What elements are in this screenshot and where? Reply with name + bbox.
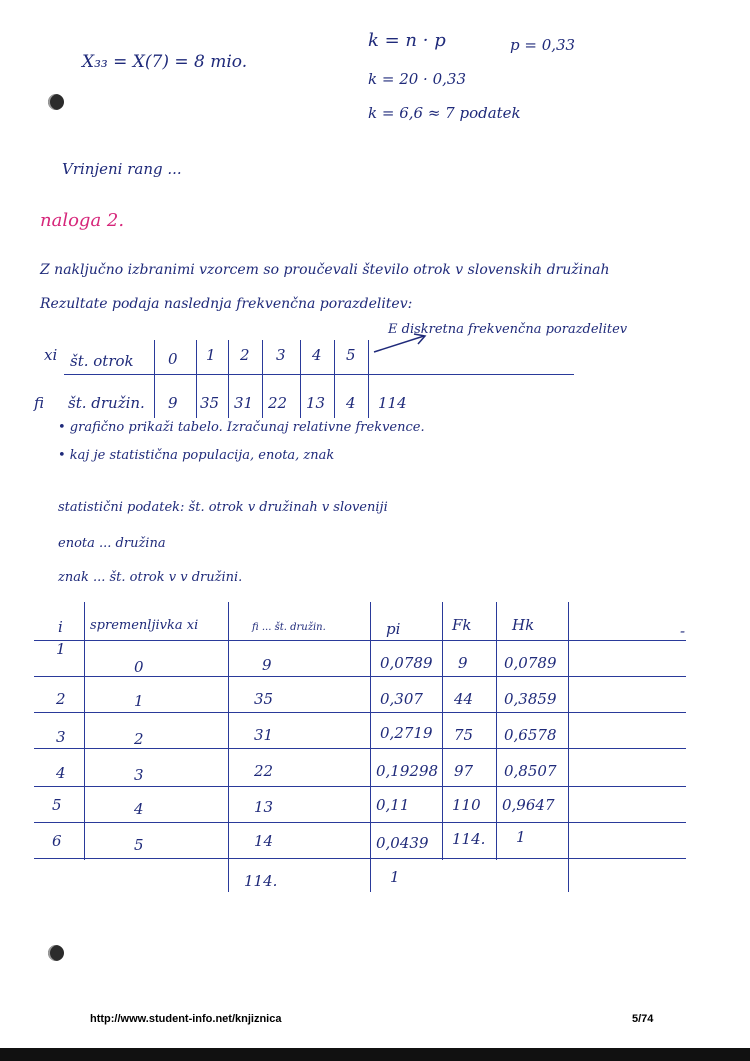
punch-hole-top xyxy=(48,94,64,110)
task-line-1: Z naključno izbranimi vzorcem so proučevali število otrok v slovenskih družinah xyxy=(40,262,610,278)
cell-x: 1 xyxy=(134,692,144,710)
f-value: 35 xyxy=(200,394,220,412)
cell-hk: 0,6578 xyxy=(504,726,557,744)
row-header-families: št. družin. xyxy=(68,394,145,412)
cell-hk: 0,3859 xyxy=(504,690,557,708)
header-fi: fi ... št. družin. xyxy=(252,622,326,633)
f-value: 22 xyxy=(268,394,288,412)
x-value: 5 xyxy=(346,346,356,364)
task-line-2: Rezultate podaja naslednja frekvenčna porazdelitev: xyxy=(40,296,413,312)
cell-p: 0,2719 xyxy=(380,724,433,742)
cell-p: 0,11 xyxy=(376,796,410,814)
table-row: 5 xyxy=(52,796,62,814)
cell-hk: 1 xyxy=(516,828,526,846)
f-total: 114 xyxy=(378,394,407,412)
header-fk: Fk xyxy=(452,616,472,634)
arrow-icon xyxy=(372,330,432,356)
answer-line-2: enota ... družina xyxy=(58,536,166,551)
header-hk: Hk xyxy=(512,616,535,634)
x-value: 1 xyxy=(206,346,216,364)
page-number: 5/74 xyxy=(632,1013,654,1025)
cell-p: 0,19298 xyxy=(376,762,439,780)
cell-p: 0,307 xyxy=(380,690,423,708)
cell-x: 4 xyxy=(134,800,144,818)
cell-fk: 110 xyxy=(452,796,481,814)
arrow-note: E diskretna frekvenčna porazdelitev xyxy=(388,322,628,337)
cell-fk: 44 xyxy=(454,690,474,708)
formula-k2: k = 20 · 0,33 xyxy=(368,70,466,88)
table-row: 3 xyxy=(56,728,66,746)
formula-k1: k = n · p xyxy=(368,30,446,51)
cell-x: 5 xyxy=(134,836,144,854)
formula-k3: k = 6,6 ≈ 7 podatek xyxy=(368,104,521,122)
scan-edge xyxy=(0,1048,750,1061)
task-title: naloga 2. xyxy=(40,210,125,231)
f-value: 4 xyxy=(346,394,356,412)
cell-p: 0,0789 xyxy=(380,654,433,672)
row-header-children: št. otrok xyxy=(70,352,134,370)
bullet-1: • grafično prikaži tabelo. Izračunaj relativne frekvence. xyxy=(58,420,425,435)
dash-mark: - xyxy=(680,622,686,640)
cell-f: 22 xyxy=(254,762,274,780)
cell-fk: 114. xyxy=(452,830,486,848)
total-f: 114. xyxy=(244,872,278,890)
cell-f: 14 xyxy=(254,832,274,850)
table-row: 4 xyxy=(56,764,66,782)
formula-left: X₃₃ = X(7) = 8 mio. xyxy=(82,52,248,72)
answer-line-3: znak ... št. otrok v v družini. xyxy=(58,570,243,585)
cell-hk: 0,0789 xyxy=(504,654,557,672)
row-label-fi: fi xyxy=(34,394,45,412)
cell-f: 9 xyxy=(262,656,272,674)
table-row: 1 xyxy=(56,640,66,658)
cell-fk: 97 xyxy=(454,762,474,780)
cell-f: 13 xyxy=(254,798,274,816)
cell-fk: 75 xyxy=(454,726,474,744)
x-value: 2 xyxy=(240,346,250,364)
cell-hk: 0,8507 xyxy=(504,762,557,780)
f-value: 13 xyxy=(306,394,326,412)
cell-hk: 0,9647 xyxy=(502,796,555,814)
note-vrinjeni-rang: Vrinjeni rang ... xyxy=(62,160,182,178)
x-value: 4 xyxy=(312,346,322,364)
row-label-xi: xi xyxy=(44,346,58,364)
answer-line-1: statistični podatek: št. otrok v družinah v sloveniji xyxy=(58,500,388,515)
header-i: i xyxy=(58,618,63,636)
table-row: 6 xyxy=(52,832,62,850)
footer-url[interactable]: http://www.student-info.net/knjiznica xyxy=(90,1013,282,1025)
cell-x: 3 xyxy=(134,766,144,784)
cell-p: 0,0439 xyxy=(376,834,429,852)
formula-p: p = 0,33 xyxy=(510,36,576,54)
f-value: 31 xyxy=(234,394,254,412)
total-p: 1 xyxy=(390,868,400,886)
cell-f: 31 xyxy=(254,726,274,744)
cell-fk: 9 xyxy=(458,654,468,672)
cell-x: 2 xyxy=(134,730,144,748)
header-variable: spremenljivka xi xyxy=(90,618,199,633)
f-value: 9 xyxy=(168,394,178,412)
x-value: 0 xyxy=(168,350,178,368)
punch-hole-bottom xyxy=(48,945,64,961)
table-row: 2 xyxy=(56,690,66,708)
bullet-2: • kaj je statistična populacija, enota, znak xyxy=(58,448,335,463)
header-pi: pi xyxy=(386,620,401,638)
cell-f: 35 xyxy=(254,690,274,708)
cell-x: 0 xyxy=(134,658,144,676)
x-value: 3 xyxy=(276,346,286,364)
